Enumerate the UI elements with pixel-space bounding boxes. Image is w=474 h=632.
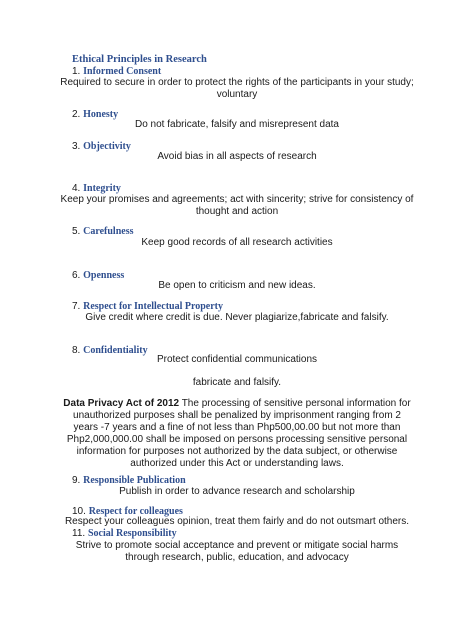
item-1-description: Required to secure in order to protect the rights of the participants in your study; voluntary (60, 77, 414, 100)
item-9-description: Publish in order to advance research and scholarship (119, 486, 355, 497)
item-7-title: 7. Respect for Intellectual Property (72, 301, 223, 312)
privacy-act-title: Data Privacy Act of 2012 (63, 398, 180, 409)
item-11-title: 11. Social Responsibility (72, 528, 177, 539)
item-3-description: Avoid bias in all aspects of research (157, 151, 317, 162)
extra-line: fabricate and falsify. (192, 377, 282, 388)
item-8-description: Protect confidential communications (156, 354, 318, 365)
item-6-description: Be open to criticism and new ideas. (158, 280, 316, 291)
item-1-title: 1. Informed Consent (72, 66, 162, 77)
privacy-act-text: The processing of sensitive personal information for unauthorized purposes shall be penalized by imprisonment ranging from 2 years -7 years and a fine of not less than Php500,00.00 but not more than Php2,000,000.00 shall be imposed on persons processing sensitive personal information for purposes not authorized by the data subject, or otherwise authorized under this Act or understanding laws. (66, 398, 411, 469)
item-11-description: Strive to promote social acceptance and prevent or mitigate social harms through research, public, education, and advocacy (75, 540, 399, 563)
item-6-title: 6. Openness (72, 270, 125, 281)
item-3-title: 3. Objectivity (72, 141, 131, 152)
item-2-title: 2. Honesty (72, 109, 119, 120)
item-5-title: 5. Carefulness (72, 226, 134, 237)
item-4-title: 4. Integrity (72, 183, 121, 194)
item-8-title: 8. Confidentiality (72, 345, 148, 356)
document-heading: Ethical Principles in Research (72, 54, 207, 65)
item-9-title: 9. Responsible Publication (72, 475, 186, 486)
item-5-description: Keep good records of all research activities (141, 237, 333, 248)
privacy-act-paragraph (60, 398, 414, 470)
item-10-title: 10. Respect for colleagues (72, 506, 183, 517)
item-2-description: Do not fabricate, falsify and misrepresent data (135, 119, 339, 130)
item-7-description: Give credit where credit is due. Never plagiarize,fabricate and falsify. (85, 312, 389, 323)
item-4-description: Keep your promises and agreements; act with sincerity; strive for consistency of thought and action (60, 194, 414, 217)
item-10-description: Respect your colleagues opinion, treat them fairly and do not outsmart others. (64, 516, 410, 527)
